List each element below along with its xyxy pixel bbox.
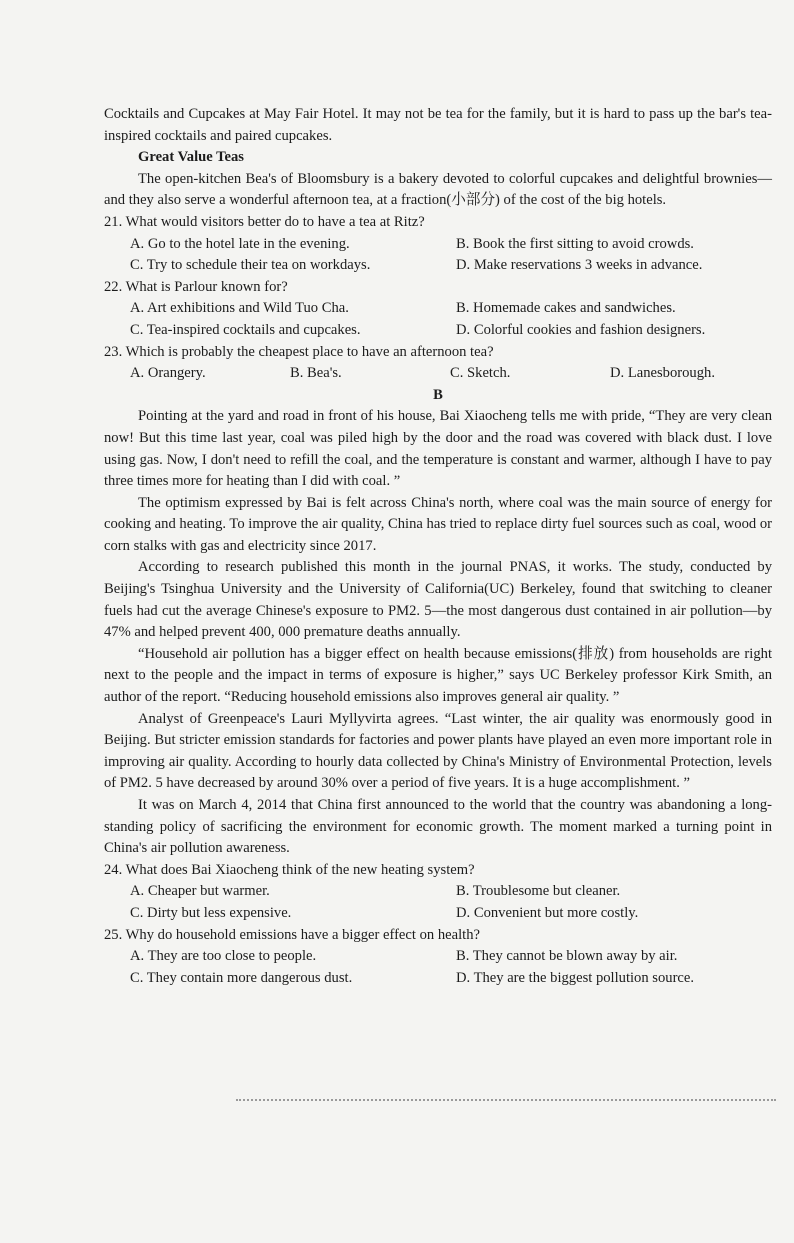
- answer-option: A. They are too close to people.: [130, 948, 317, 965]
- answer-option: C. Dirty but less expensive.: [130, 904, 292, 921]
- answer-option: C. Tea-inspired cocktails and cupcakes.: [130, 321, 361, 338]
- answer-option: D. Convenient but more costly.: [456, 904, 639, 921]
- question-stem: 22. What is Parlour known for?: [104, 278, 288, 295]
- passage-a-paragraph: The open-kitchen Bea's of Bloomsbury is a bakery devoted to colorful cupcakes and delightful brownies—and they also serve a wonderful afternoon tea, at a fraction(小部分) of the cost of the big hotels.: [104, 170, 772, 209]
- answer-option: C. Sketch.: [450, 365, 511, 382]
- answer-option: D. They are the biggest pollution source.: [456, 969, 695, 986]
- answer-option: A. Orangery.: [130, 365, 206, 382]
- passage-b-paragraph: The optimism expressed by Bai is felt across China's north, where coal was the main source of energy for cooking and heating. To improve the air quality, China has tried to replace dirty fuel sources such as coal, wood or corn stalks with gas and electricity since 2017.: [104, 494, 772, 554]
- answer-option: B. Troublesome but cleaner.: [456, 883, 621, 900]
- answer-option: B. They cannot be blown away by air.: [456, 948, 678, 965]
- footer-divider: [236, 1099, 776, 1104]
- passage-b-paragraph: Pointing at the yard and road in front of his house, Bai Xiaocheng tells me with pride, “They are very clean now! But this time last year, coal was piled high by the door and the road was covered with black dust. I love using gas. Now, I don't need to refill the coal, and the temperature is constant and warmer, although I have to pay three times more for heating than I did with coal. ”: [104, 408, 772, 490]
- passage-b-paragraph: It was on March 4, 2014 that China first announced to the world that the country was abandoning a long-standing policy of sacrificing the environment for economic growth. The moment marked a turning point in China's air pollution awareness.: [104, 797, 772, 857]
- exam-content: [104, 104, 772, 989]
- passage-b-paragraph: “Household air pollution has a bigger effect on health because emissions(排放) from households are right next to the people and the impact in terms of exposure is higher,” says UC Berkeley professor Kirk Smith, an author of the report. “Reducing household emissions also improves general air quality. ”: [104, 645, 772, 706]
- question-stem: 23. Which is probably the cheapest place to have an afternoon tea?: [104, 343, 494, 360]
- answer-option: C. They contain more dangerous dust.: [130, 969, 353, 986]
- answer-option: B. Bea's.: [290, 365, 342, 382]
- answer-option: A. Art exhibitions and Wild Tuo Cha.: [130, 300, 349, 317]
- question-options: [104, 298, 772, 341]
- answer-option: D. Make reservations 3 weeks in advance.: [456, 257, 703, 274]
- answer-option: B. Book the first sitting to avoid crowds.: [456, 235, 694, 252]
- section-label: B: [433, 386, 443, 403]
- answer-option: D. Lanesborough.: [610, 365, 715, 382]
- answer-option: A. Cheaper but warmer.: [130, 883, 270, 900]
- passage-b-paragraph: According to research published this month in the journal PNAS, it works. The study, conducted by Beijing's Tsinghua University and the University of California(UC) Berkeley, found that switching to cleaner fuels had cut the average Chinese's exposure to PM2. 5—the most dangerous dust contained in air pollution—by 47% and helped prevent 400, 000 premature deaths annually.: [104, 559, 772, 641]
- answer-option: A. Go to the hotel late in the evening.: [130, 235, 350, 252]
- question-stem: 21. What would visitors better do to have a tea at Ritz?: [104, 213, 425, 230]
- passage-b-paragraph: Analyst of Greenpeace's Lauri Myllyvirta agrees. “Last winter, the air quality was enormously good in Beijing. But stricter emission standards for factories and power plants have played an even more important role in improving air quality. According to hourly data collected by China's Ministry of Environmental Protection, levels of PM2. 5 have decreased by around 30% over a period of five years. It is a huge accomplishment. ”: [104, 710, 772, 792]
- passage-a-paragraph: Cocktails and Cupcakes at May Fair Hotel. It may not be tea for the family, but it is hard to pass up the bar's tea-inspired cocktails and paired cupcakes.: [104, 106, 772, 144]
- question-options: [104, 881, 772, 924]
- question-options: [104, 946, 772, 989]
- answer-option: C. Try to schedule their tea on workdays.: [130, 257, 371, 274]
- question-options: [104, 363, 772, 385]
- answer-option: D. Colorful cookies and fashion designers.: [456, 321, 706, 338]
- question-options: [104, 234, 772, 277]
- answer-option: B. Homemade cakes and sandwiches.: [456, 300, 676, 317]
- question-stem: 25. Why do household emissions have a bigger effect on health?: [104, 926, 480, 943]
- question-stem: 24. What does Bai Xiaocheng think of the new heating system?: [104, 861, 475, 878]
- section-heading: Great Value Teas: [138, 149, 244, 166]
